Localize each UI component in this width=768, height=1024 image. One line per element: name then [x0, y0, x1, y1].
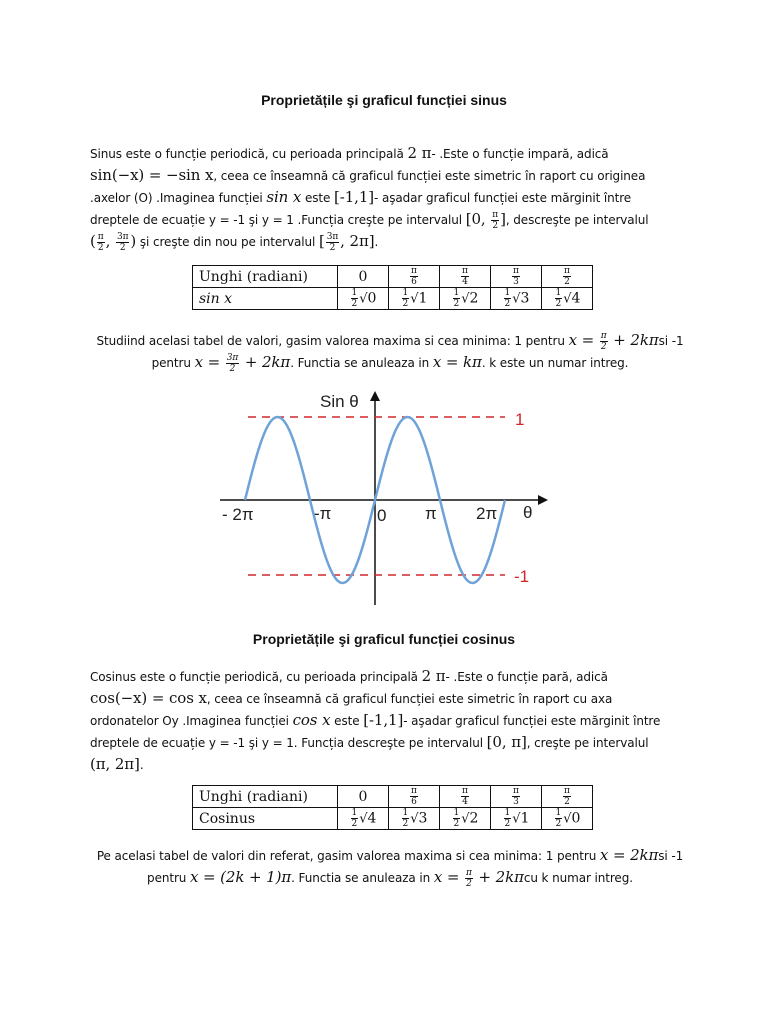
sine-text-6: - aşadar graficul funcției este mărginit între — [374, 191, 632, 205]
table-cell: $\frac{\pi}{6}$ — [389, 786, 440, 808]
sine-text-4: .axelor (O) .Imaginea funcției — [90, 191, 263, 205]
min-level-label: -1 — [514, 567, 530, 586]
sine-period: 2 π — [407, 144, 432, 162]
table-row-label: sin x — [193, 288, 338, 310]
table-cell: $\frac{1}{2}$ √0 — [338, 288, 389, 310]
sine-note-text-3: pentru — [151, 356, 191, 370]
table-cell: 0 — [338, 786, 389, 808]
sine-graph — [200, 385, 560, 610]
cosine-increasing-interval: (π, 2π] — [90, 755, 140, 773]
table-cell: $\frac{\pi}{6}$ — [389, 266, 440, 288]
cosine-note-text-5: cu k numar intreg. — [523, 871, 633, 885]
sine-zero-formula: x = kπ — [432, 353, 482, 371]
sine-function: sin x — [266, 188, 302, 206]
table-row — [193, 266, 593, 288]
cosine-text-6: - aşadar graficul funcției este mărginit între — [403, 714, 661, 728]
sine-text-9: şi creşte din nou pe intervalul — [139, 235, 316, 249]
sine-paragraph: Sinus este o funcție periodică, cu perioada principală 2 π- .Este o funcție impară, adică sin(−x) = −sin x, ceea ce înseamnă că graficul funcției este simetric în raport cu originea .axelor (O) .Imaginea funcției sin x este [-1,1]- aşadar graficul funcției este mărginit între dreptele de ecuație y = -1 şi y = 1 .Funcția creşte pe intervalul [0, $\frac{\pi}{2}$ ], descreşte pe intervalul ( $\frac{\pi}{2}$ , $\frac{3\pi}{2}$ ) şi creşte din nou pe intervalul [ $\frac{3\pi}{2}$ , 2π]. — [90, 144, 649, 253]
cosine-text-1: Cosinus este o funcție periodică, cu perioada principală — [90, 670, 418, 684]
sine-text-1: Sinus este o funcție periodică, cu perioada principală — [90, 147, 404, 161]
sine-extrema-note — [80, 330, 700, 374]
sine-note-text-4: . Functia se anuleaza in — [290, 356, 430, 370]
tick-label: π — [425, 504, 437, 523]
cosine-values-table — [192, 785, 593, 830]
tick-label: - 2π — [222, 505, 254, 524]
sine-note-text-1: Studiind acelasi tabel de valori, gasim valorea maxima si cea minima: 1 pentru — [96, 334, 565, 348]
table-cell: $\frac{1}{2}$ √1 — [389, 288, 440, 310]
sine-text-5: este — [304, 191, 331, 205]
table-cell: $\frac{\pi}{3}$ — [491, 266, 542, 288]
sine-max-formula: x = $\frac{\pi}{2}$ + 2kπ — [568, 330, 659, 352]
cosine-min-formula: x = (2k + 1)π — [190, 868, 292, 886]
cosine-note-text-2: si -1 — [658, 849, 684, 863]
sine-image-interval: [-1,1] — [334, 188, 375, 206]
table-cell: $\frac{\pi}{3}$ — [491, 786, 542, 808]
table-cell: $\frac{\pi}{2}$ — [542, 266, 593, 288]
cosine-note-text-3: pentru — [147, 871, 187, 885]
sine-increasing-again-interval: [ $\frac{3\pi}{2}$ , 2π] — [318, 231, 375, 253]
sine-min-formula: x = $\frac{3\pi}{2}$ + 2kπ — [194, 352, 291, 374]
sine-parity-formula: sin(−x) = −sin x — [90, 166, 214, 184]
y-axis-arrow — [370, 391, 380, 401]
table-row — [193, 786, 593, 808]
cosine-text-3: , ceea ce înseamnă că graficul funcției este simetric în raport cu axa — [206, 692, 613, 706]
sine-values-table — [192, 265, 593, 310]
table-header-cell: Unghi (radiani) — [193, 266, 338, 288]
cosine-max-formula: x = 2kπ — [599, 846, 659, 864]
tick-label: 0 — [377, 506, 387, 525]
cosine-text-4: ordonatelor Oy .Imaginea funcției — [90, 714, 289, 728]
sine-text-7: dreptele de ecuație y = -1 şi y = 1 .Funcția creşte pe intervalul — [90, 213, 462, 227]
max-level-label: 1 — [515, 410, 525, 429]
table-row — [193, 808, 593, 830]
sine-note-text-5: . k este un numar intreg. — [481, 356, 629, 370]
table-header-cell: Unghi (radiani) — [193, 786, 338, 808]
cosine-extrema-note — [80, 845, 700, 889]
x-axis-label: θ — [523, 503, 533, 522]
table-cell: $\frac{1}{2}$ √2 — [440, 808, 491, 830]
sine-text-2: - .Este o funcție impară, adică — [431, 147, 609, 161]
table-cell: $\frac{\pi}{2}$ — [542, 786, 593, 808]
tick-label: -π — [314, 504, 332, 523]
cosine-decreasing-interval: [0, π] — [486, 733, 527, 751]
cosine-zero-formula: x = $\frac{\pi}{2}$ + 2kπ — [433, 867, 524, 889]
table-row — [193, 288, 593, 310]
table-cell: $\frac{1}{2}$ √3 — [491, 288, 542, 310]
cosine-period: 2 π — [421, 667, 446, 685]
cosine-section-title: Proprietățile şi graficul funcției cosinus — [252, 631, 516, 647]
cosine-note-text-1: Pe acelasi tabel de valori din referat, gasim valorea maxima si cea minima: 1 pentru — [96, 849, 597, 863]
sine-increasing-interval: [0, $\frac{\pi}{2}$ ] — [465, 209, 506, 231]
cosine-function: cos x — [292, 711, 331, 729]
cosine-text-5: este — [334, 714, 360, 728]
cosine-note-text-4: . Functia se anuleaza in — [291, 871, 431, 885]
table-cell: $\frac{1}{2}$ √2 — [440, 288, 491, 310]
table-row-label: Cosinus — [193, 808, 338, 830]
table-cell: 0 — [338, 266, 389, 288]
table-cell: $\frac{1}{2}$ √0 — [542, 808, 593, 830]
cosine-text-8: , creşte pe intervalul — [526, 736, 649, 750]
tick-label: 2π — [476, 504, 498, 523]
table-cell: $\frac{1}{2}$ √4 — [542, 288, 593, 310]
cosine-parity-formula: cos(−x) = cos x — [90, 689, 207, 707]
table-cell: $\frac{\pi}{4}$ — [440, 266, 491, 288]
x-axis-arrow — [538, 495, 548, 505]
table-cell: $\frac{1}{2}$ √3 — [389, 808, 440, 830]
cosine-image-interval: [-1,1] — [363, 711, 404, 729]
cosine-text-2: - .Este o funcție pară, adică — [445, 670, 608, 684]
sine-text-8: , descreşte pe intervalul — [505, 213, 649, 227]
table-cell: $\frac{1}{2}$ √4 — [338, 808, 389, 830]
y-axis-label: Sin θ — [320, 392, 359, 411]
table-cell: $\frac{\pi}{4}$ — [440, 786, 491, 808]
sine-text-3: , ceea ce înseamnă că graficul funcției este simetric în raport cu originea — [213, 169, 646, 183]
sine-decreasing-interval: ( $\frac{\pi}{2}$ , $\frac{3\pi}{2}$ ) — [90, 231, 137, 253]
sine-note-text-2: si -1 — [658, 334, 684, 348]
sine-section-title: Proprietățile şi graficul funcției sinus — [261, 92, 507, 108]
cosine-paragraph: Cosinus este o funcție periodică, cu perioada principală 2 π- .Este o funcție pară, adică cos(−x) = cos x, ceea ce înseamnă că graficul funcției este simetric în raport cu axa ordonatelor Oy .Imaginea funcției cos x este [-1,1]- aşadar graficul funcției este mărginit între dreptele de ecuație y = -1 şi y = 1. Funcția descreşte pe intervalul [0, π], creşte pe intervalul (π, 2π]. — [90, 667, 661, 773]
table-cell: $\frac{1}{2}$ √1 — [491, 808, 542, 830]
cosine-text-7: dreptele de ecuație y = -1 şi y = 1. Funcția descreşte pe intervalul — [90, 736, 483, 750]
